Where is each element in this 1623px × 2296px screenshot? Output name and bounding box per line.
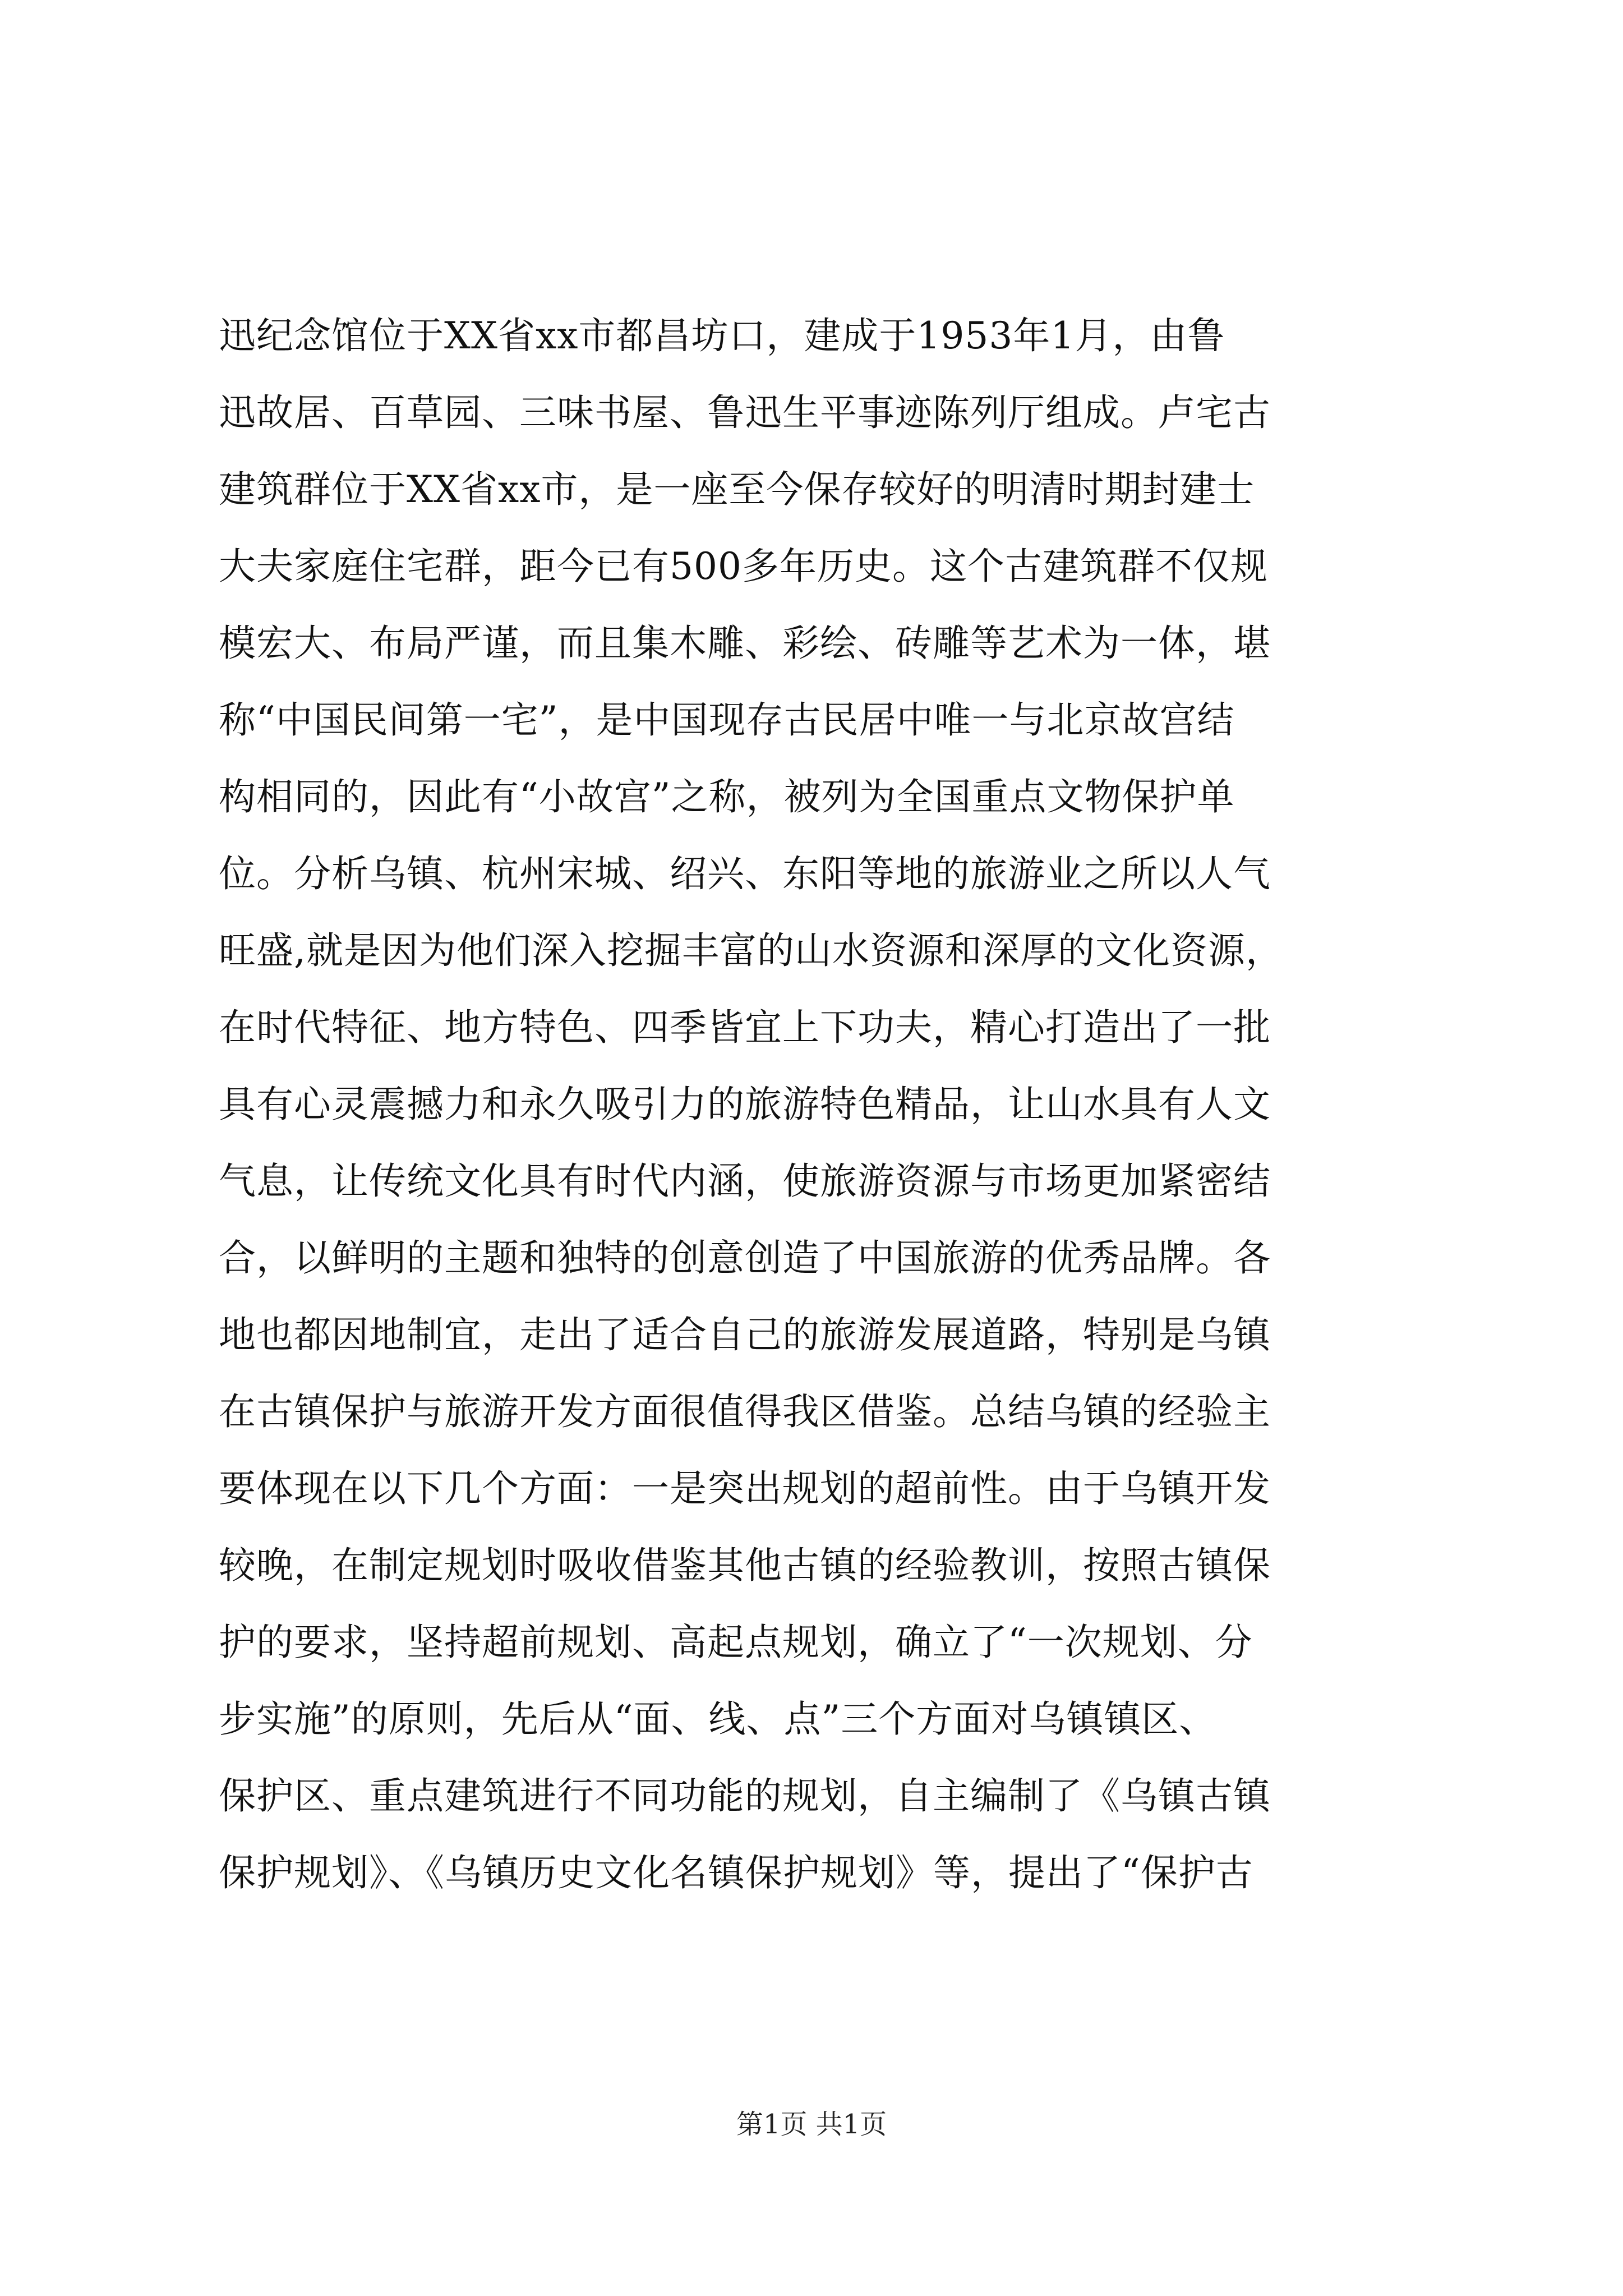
text-line: 在古镇保护与旅游开发方面很值得我区借鉴。总结乌镇的经验主 (219, 1390, 1271, 1433)
text-line: 位。分析乌镇、杭州宋城、绍兴、东阳等地的旅游业之所以人气 (219, 852, 1271, 895)
text-line: 护的要求，坚持超前规划、高起点规划，确立了“一次规划、分 (219, 1621, 1253, 1664)
text-line: 地也都因地制宜，走出了适合自己的旅游发展道路，特别是乌镇 (219, 1313, 1271, 1356)
text-line: 保护区、重点建筑进行不同功能的规划，自主编制了《乌镇古镇 (219, 1774, 1271, 1818)
text-line: 气息，让传统文化具有时代内涵，使旅游资源与市场更加紧密结 (219, 1159, 1271, 1203)
text-line: 合，以鲜明的主题和独特的创意创造了中国旅游的优秀品牌。各 (219, 1236, 1271, 1280)
text-line: 迅纪念馆位于XX省xx市都昌坊口，建成于1953年1月，由鲁 (219, 314, 1225, 357)
text-line: 建筑群位于XX省xx市，是一座至今保存较好的明清时期封建士 (219, 468, 1255, 511)
text-line: 模宏大、布局严谨，而且集木雕、彩绘、砖雕等艺术为一体，堪 (219, 622, 1271, 665)
text-line: 保护规划》、《乌镇历史文化名镇保护规划》等，提出了“保护古 (219, 1851, 1253, 1894)
text-line: 构相同的，因此有“小故宫”之称，被列为全国重点文物保护单 (219, 775, 1235, 818)
text-line: 迅故居、百草园、三味书屋、鲁迅生平事迹陈列厅组成。卢宅古 (219, 391, 1271, 434)
text-line: 要体现在以下几个方面：一是突出规划的超前性。由于乌镇开发 (219, 1467, 1271, 1510)
body-text (219, 297, 1413, 1911)
text-line: 较晚，在制定规划时吸收借鉴其他古镇的经验教训，按照古镇保 (219, 1544, 1271, 1587)
text-line: 在时代特征、地方特色、四季皆宜上下功夫，精心打造出了一批 (219, 1006, 1271, 1049)
text-line: 步实施”的原则，先后从“面、线、点”三个方面对乌镇镇区、 (219, 1697, 1217, 1741)
page-footer: 第1页 共1页 (736, 2109, 887, 2140)
text-line: 称“中国民间第一宅”，是中国现存古民居中唯一与北京故宫结 (219, 698, 1235, 742)
text-line: 大夫家庭住宅群，距今已有500多年历史。这个古建筑群不仅规 (219, 545, 1268, 588)
text-line: 旺盛,就是因为他们深入挖掘丰富的山水资源和深厚的文化资源， (219, 929, 1283, 972)
text-line: 具有心灵震撼力和永久吸引力的旅游特色精品，让山水具有人文 (219, 1083, 1271, 1126)
